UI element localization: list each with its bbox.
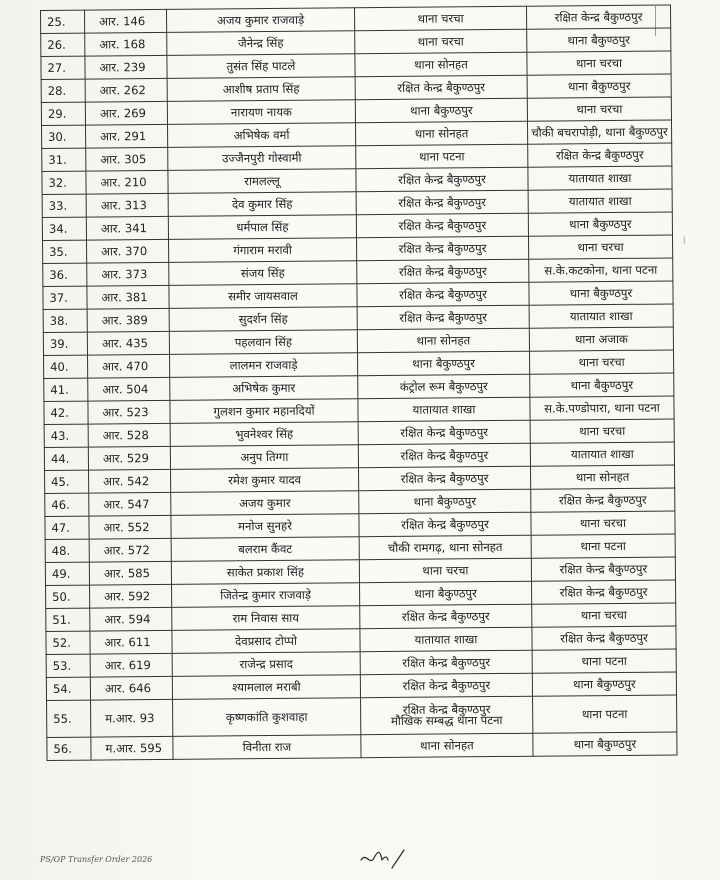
rank-number-cell: आर. 523 [88, 400, 170, 424]
serial-number-cell: 31. [42, 148, 86, 171]
new-posting-cell: थाना बैकुण्ठपुर [532, 672, 676, 696]
name-cell: रमेश कुमार यादव [171, 468, 359, 493]
current-posting-cell: थाना पटना [356, 144, 528, 169]
rank-number-cell: आर. 592 [90, 584, 172, 608]
rank-number-cell: आर. 435 [87, 331, 169, 355]
name-cell: कृष्णकांति कुशवाहा [173, 698, 361, 737]
serial-number-cell: 49. [45, 562, 89, 585]
serial-number-cell: 52. [46, 631, 90, 654]
serial-number-cell: 55. [47, 700, 91, 737]
serial-number-cell: 45. [45, 470, 89, 493]
attachment-note-line: मौखिक सम्बद्ध थाना पटना [390, 712, 503, 728]
rank-number-cell: आर. 370 [87, 239, 169, 263]
current-posting-cell: थाना सोनहत [355, 52, 527, 77]
new-posting-cell: थाना सोनहत [531, 465, 675, 489]
serial-number-cell: 36. [43, 263, 87, 286]
new-posting-cell: थाना बैकुण्ठपुर [527, 28, 671, 52]
rank-number-cell: आर. 168 [85, 32, 167, 56]
current-posting-cell: थाना सोनहत [361, 733, 533, 758]
rank-number-cell: आर. 291 [86, 124, 168, 148]
current-posting-cell: रक्षित केन्द्र बैकुण्ठपुर [360, 650, 532, 675]
new-posting-cell: यातायात शाखा [529, 304, 673, 328]
rank-number-cell: आर. 529 [88, 446, 170, 470]
name-cell: नारायण नायक [167, 100, 355, 125]
serial-number-cell: 37. [43, 286, 87, 309]
new-posting-cell: थाना बैकुण्ठपुर [527, 74, 671, 98]
serial-number-cell: 51. [46, 608, 90, 631]
serial-number-cell: 25. [41, 10, 85, 33]
new-posting-cell: थाना बैकुण्ठपुर [528, 212, 672, 236]
rank-number-cell: आर. 619 [90, 653, 172, 677]
name-cell: विनीता राज [173, 735, 361, 760]
new-posting-cell: यातायात शाखा [528, 189, 672, 213]
name-cell: राजेन्द्र प्रसाद [172, 652, 360, 677]
current-posting-cell: रक्षित केन्द्र बैकुण्ठपुर [359, 512, 531, 537]
current-posting-cell: थाना बैकुण्ठपुर [360, 581, 532, 606]
serial-number-cell: 33. [42, 194, 86, 217]
current-posting-cell: रक्षित केन्द्र बैकुण्ठपुर [359, 466, 531, 491]
serial-number-cell: 26. [41, 33, 85, 56]
current-posting-cell: यातायात शाखा [360, 627, 532, 652]
serial-number-cell: 46. [45, 493, 89, 516]
name-cell: संजय सिंह [169, 261, 357, 286]
current-posting-cell: थाना चरचा [359, 558, 531, 583]
name-cell: राम निवास साय [172, 606, 360, 631]
current-posting-cell: रक्षित केन्द्र बैकुण्ठपुर [357, 305, 529, 330]
current-posting-cell [361, 696, 533, 734]
new-posting-cell: थाना पटना [533, 695, 677, 733]
name-cell: लालमन राजवाड़े [170, 353, 358, 378]
serial-number-cell: 34. [42, 217, 86, 240]
serial-number-cell: 38. [43, 309, 87, 332]
current-posting-cell: रक्षित केन्द्र बैकुण्ठपुर [356, 167, 528, 192]
name-cell: साकेत प्रकाश सिंह [171, 560, 359, 585]
new-posting-cell: रक्षित केन्द्र बैकुण्ठपुर [528, 143, 672, 167]
rank-number-cell: आर. 646 [90, 676, 172, 700]
serial-number-cell: 54. [46, 677, 90, 700]
new-posting-cell: थाना अजाक [529, 327, 673, 351]
rank-number-cell: आर. 389 [87, 308, 169, 332]
new-posting-cell: थाना पटना [531, 534, 675, 558]
serial-number-cell: 40. [44, 355, 88, 378]
name-cell: भुवनेश्वर सिंह [170, 422, 358, 447]
new-posting-cell: रक्षित केन्द्र बैकुण्ठपुर [531, 557, 675, 581]
current-posting-cell: रक्षित केन्द्र बैकुण्ठपुर [356, 236, 528, 261]
serial-number-cell: 28. [41, 79, 85, 102]
serial-number-cell: 43. [44, 424, 88, 447]
name-cell: देवप्रसाद टोप्पो [172, 629, 360, 654]
name-cell: सुदर्शन सिंह [169, 307, 357, 332]
table-row [47, 695, 677, 737]
new-posting-cell: थाना बैकुण्ठपुर [533, 732, 677, 756]
current-posting-line: रक्षित केन्द्र बैकुण्ठपुर [402, 702, 491, 717]
current-posting-cell: रक्षित केन्द्र बैकुण्ठपुर [355, 75, 527, 100]
new-posting-cell: थाना चरचा [529, 350, 673, 374]
current-posting-cell: कंट्रोल रूम बैकुण्ठपुर [358, 374, 530, 399]
rank-number-cell: आर. 313 [86, 193, 168, 217]
rank-number-cell: आर. 542 [89, 469, 171, 493]
name-cell: श्यामलाल मराबी [172, 675, 360, 700]
margin-mark: | [683, 236, 686, 244]
name-cell: अजय कुमार राजवाड़े [166, 8, 354, 33]
name-cell: अनुप तिग्गा [170, 445, 358, 470]
serial-number-cell: 30. [42, 125, 86, 148]
current-posting-cell: रक्षित केन्द्र बैकुण्ठपुर [358, 420, 530, 445]
name-cell: अभिषेक कुमार [170, 376, 358, 401]
new-posting-cell: थाना चरचा [531, 511, 675, 535]
rank-number-cell: आर. 594 [90, 607, 172, 631]
serial-number-cell: 29. [41, 102, 85, 125]
serial-number-cell: 47. [45, 516, 89, 539]
current-posting-cell: थाना बैकुण्ठपुर [359, 489, 531, 514]
new-posting-cell: रक्षित केन्द्र बैकुण्ठपुर [532, 626, 676, 650]
current-posting-cell: रक्षित केन्द्र बैकुण्ठपुर [358, 443, 530, 468]
new-posting-cell: स.के.पण्डोपारा, थाना पटना [530, 396, 674, 420]
serial-number-cell: 56. [47, 737, 91, 760]
new-posting-cell: थाना चरचा [527, 97, 671, 121]
serial-number-cell: 53. [46, 654, 90, 677]
footer-order-label: PS/OP Transfer Order 2026 [40, 855, 153, 864]
serial-number-cell: 32. [42, 171, 86, 194]
current-posting-cell: रक्षित केन्द्र बैकुण्ठपुर [360, 673, 532, 698]
new-posting-cell: चौकी बचरापोड़ी, थाना बैकुण्ठपुर [527, 120, 671, 144]
current-posting-cell: थाना सोनहत [355, 121, 527, 146]
current-posting-cell: रक्षित केन्द्र बैकुण्ठपुर [357, 282, 529, 307]
current-posting-cell: रक्षित केन्द्र बैकुण्ठपुर [360, 604, 532, 629]
serial-number-cell: 48. [45, 539, 89, 562]
new-posting-cell: यातायात शाखा [530, 442, 674, 466]
name-cell: समीर जायसवाल [169, 284, 357, 309]
name-cell: पहलवान सिंह [169, 330, 357, 355]
rank-number-cell: आर. 528 [88, 423, 170, 447]
current-posting-cell: यातायात शाखा [358, 397, 530, 422]
new-posting-cell: रक्षित केन्द्र बैकुण्ठपुर [531, 488, 675, 512]
rank-number-cell: आर. 547 [89, 492, 171, 516]
rank-number-cell: आर. 470 [88, 354, 170, 378]
signature-mark [358, 844, 408, 870]
name-cell: बलराम कैंवट [171, 537, 359, 562]
name-cell: रामलल्लू [168, 169, 356, 194]
rank-number-cell: आर. 611 [90, 630, 172, 654]
name-cell: जैनेन्द्र सिंह [167, 31, 355, 56]
name-cell: गुलशन कुमार महानदियों [170, 399, 358, 424]
new-posting-cell: थाना चरचा [532, 603, 676, 627]
rank-number-cell: आर. 210 [86, 170, 168, 194]
new-posting-cell: थाना बैकुण्ठपुर [530, 373, 674, 397]
new-posting-cell: थाना चरचा [528, 235, 672, 259]
new-posting-cell: स.के.कटकोना, थाना पटना [529, 258, 673, 282]
current-posting-cell: थाना बैकुण्ठपुर [355, 98, 527, 123]
name-cell: आशीष प्रताप सिंह [167, 77, 355, 102]
name-cell: मनोज सुनहरे [171, 514, 359, 539]
new-posting-cell: थाना चरचा [527, 51, 671, 75]
rank-number-cell: आर. 262 [85, 78, 167, 102]
new-posting-cell: यातायात शाखा [528, 166, 672, 190]
serial-number-cell: 27. [41, 56, 85, 79]
new-posting-cell: थाना चरचा [530, 419, 674, 443]
serial-number-cell: 44. [44, 447, 88, 470]
rank-number-cell: म.आर. 93 [91, 699, 173, 737]
transfer-table-body [41, 5, 678, 760]
current-posting-cell: थाना चरचा [354, 6, 526, 31]
name-cell: गंगाराम मरावी [169, 238, 357, 263]
name-cell: उज्जैनपुरी गोस्वामी [168, 146, 356, 171]
new-posting-cell: रक्षित केन्द्र बैकुण्ठपुर [526, 5, 670, 29]
current-posting-cell: थाना सोनहत [357, 328, 529, 353]
current-posting-cell: चौकी रामगढ़, थाना सोनहत [359, 535, 531, 560]
current-posting-cell: थाना बैकुण्ठपुर [358, 351, 530, 376]
rank-number-cell: आर. 269 [85, 101, 167, 125]
current-posting-cell: रक्षित केन्द्र बैकुण्ठपुर [356, 190, 528, 215]
rank-number-cell: आर. 305 [86, 147, 168, 171]
rank-number-cell: म.आर. 595 [91, 736, 173, 760]
rank-number-cell: आर. 552 [89, 515, 171, 539]
rank-number-cell: आर. 504 [88, 377, 170, 401]
rank-number-cell: आर. 373 [87, 262, 169, 286]
transfer-table [40, 4, 678, 760]
serial-number-cell: 35. [43, 240, 87, 263]
new-posting-cell: थाना पटना [532, 649, 676, 673]
rank-number-cell: आर. 585 [89, 561, 171, 585]
name-cell: देव कुमार सिंह [168, 192, 356, 217]
new-posting-cell: रक्षित केन्द्र बैकुण्ठपुर [532, 580, 676, 604]
serial-number-cell: 41. [44, 378, 88, 401]
serial-number-cell: 42. [44, 401, 88, 424]
name-cell: धर्मपाल सिंह [168, 215, 356, 240]
name-cell: तुसंत सिंह पाटले [167, 54, 355, 79]
rank-number-cell: आर. 239 [85, 55, 167, 79]
name-cell: अजय कुमार [171, 491, 359, 516]
current-posting-cell: थाना चरचा [355, 29, 527, 54]
rank-number-cell: आर. 341 [86, 216, 168, 240]
name-cell: जितेन्द्र कुमार राजवाड़े [172, 583, 360, 608]
new-posting-cell: थाना बैकुण्ठपुर [529, 281, 673, 305]
serial-number-cell: 39. [43, 332, 87, 355]
table-row [47, 732, 677, 760]
rank-number-cell: आर. 381 [87, 285, 169, 309]
rank-number-cell: आर. 572 [89, 538, 171, 562]
name-cell: अभिषेक वर्मा [168, 123, 356, 148]
current-posting-cell: रक्षित केन्द्र बैकुण्ठपुर [357, 259, 529, 284]
serial-number-cell: 50. [46, 585, 90, 608]
current-posting-cell: रक्षित केन्द्र बैकुण्ठपुर [356, 213, 528, 238]
rank-number-cell: आर. 146 [85, 9, 167, 33]
